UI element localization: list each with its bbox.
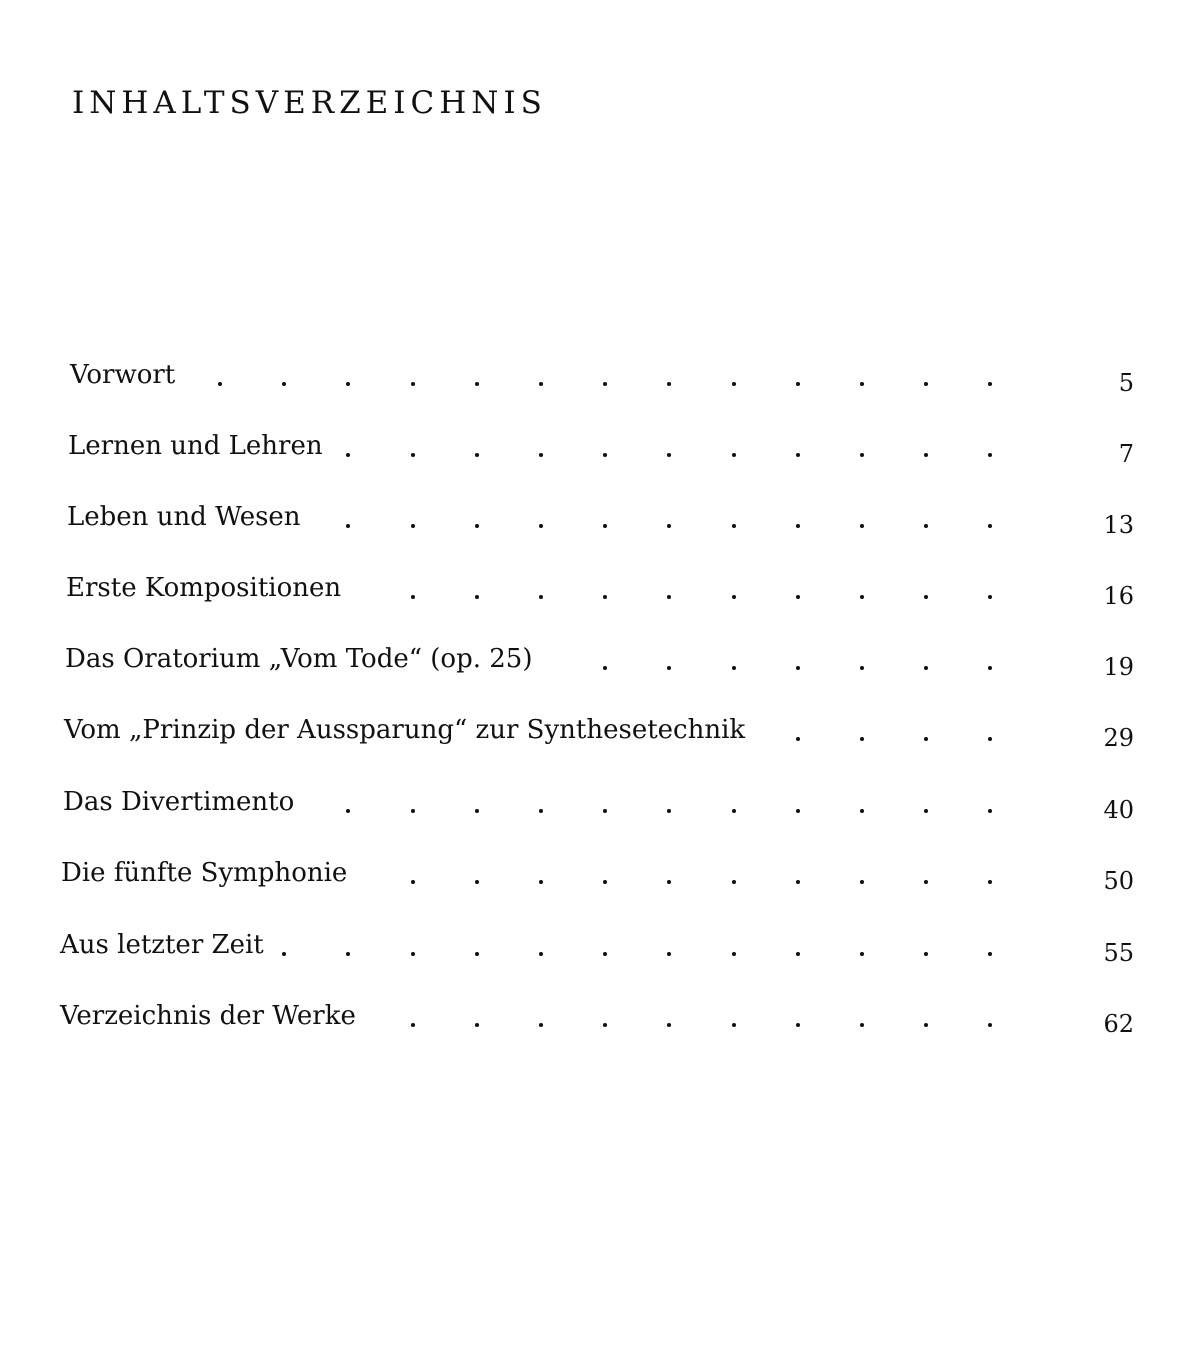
leader-dot [732, 524, 736, 528]
leader-dot [860, 737, 864, 741]
leader-dot [924, 382, 928, 386]
leader-dot [411, 524, 415, 528]
leader-dot [603, 666, 607, 670]
toc-entry-label: Die fünfte Symphonie [61, 856, 353, 890]
leader-dot [346, 809, 350, 813]
leader-dot [860, 595, 864, 599]
leader-dot [988, 524, 992, 528]
leader-dot [796, 453, 800, 457]
toc-page-number: 7 [1118, 440, 1134, 468]
toc-entry-label: Vorwort [70, 358, 181, 392]
leader-dot [860, 1023, 864, 1027]
leader-dot [411, 1023, 415, 1027]
leader-dot [988, 382, 992, 386]
toc-entry-label: Erste Kompositionen [66, 571, 347, 605]
toc-page-number: 55 [1103, 939, 1134, 967]
leader-dot [732, 595, 736, 599]
leader-dot [796, 524, 800, 528]
leader-dot [860, 524, 864, 528]
toc-entry-label: Aus letzter Zeit [60, 928, 270, 962]
leader-dot [603, 382, 607, 386]
leader-dot [475, 453, 479, 457]
leader-dot [539, 382, 543, 386]
leader-dot [667, 382, 671, 386]
dot-leader [63, 785, 1134, 819]
leader-dot [539, 453, 543, 457]
leader-dot [732, 453, 736, 457]
leader-dot [667, 666, 671, 670]
toc-entry-label: Lernen und Lehren [68, 429, 329, 463]
leader-dot [282, 952, 286, 956]
leader-dot [667, 1023, 671, 1027]
leader-dot [475, 382, 479, 386]
dot-leader [70, 358, 1134, 392]
leader-dot [411, 809, 415, 813]
leader-dot [860, 666, 864, 670]
toc-entry-label: Das Oratorium „Vom Tode“ (op. 25) [65, 642, 538, 676]
toc-entry-vorwort [70, 358, 1134, 397]
leader-dot [860, 880, 864, 884]
toc-entry-erste-kompositionen [66, 571, 1134, 610]
leader-dot [732, 382, 736, 386]
leader-dot [475, 524, 479, 528]
leader-dot [732, 666, 736, 670]
toc-page-number: 50 [1103, 867, 1134, 895]
leader-dot [796, 737, 800, 741]
leader-dot [539, 952, 543, 956]
leader-dot [346, 453, 350, 457]
leader-dot [860, 952, 864, 956]
leader-dot [667, 952, 671, 956]
leader-dot [860, 453, 864, 457]
leader-dot [539, 524, 543, 528]
dot-leader [60, 999, 1134, 1033]
leader-dot [924, 809, 928, 813]
toc-entry-lernen-und-lehren [68, 429, 1134, 468]
toc-page-number: 40 [1103, 796, 1134, 824]
leader-dot [603, 1023, 607, 1027]
leader-dot [667, 809, 671, 813]
leader-dot [475, 1023, 479, 1027]
leader-dot [411, 595, 415, 599]
leader-dot [924, 666, 928, 670]
leader-dot [411, 880, 415, 884]
dot-leader [66, 571, 1134, 605]
leader-dot [475, 952, 479, 956]
toc-page-number: 5 [1118, 369, 1134, 397]
leader-dot [924, 453, 928, 457]
leader-dot [988, 809, 992, 813]
leader-dot [603, 880, 607, 884]
leader-dot [796, 952, 800, 956]
toc-entry-leben-und-wesen [67, 500, 1134, 539]
leader-dot [924, 880, 928, 884]
toc-page-number: 13 [1103, 511, 1134, 539]
toc-entry-divertimento [63, 785, 1134, 824]
leader-dot [988, 666, 992, 670]
dot-leader [65, 642, 1134, 676]
leader-dot [475, 880, 479, 884]
leader-dot [860, 809, 864, 813]
leader-dot [860, 382, 864, 386]
leader-dot [411, 453, 415, 457]
toc-entry-aus-letzter-zeit [60, 928, 1134, 967]
leader-dot [603, 453, 607, 457]
toc-page-number: 29 [1103, 724, 1134, 752]
leader-dot [475, 595, 479, 599]
leader-dot [667, 453, 671, 457]
toc-entry-label: Leben und Wesen [67, 500, 307, 534]
leader-dot [988, 737, 992, 741]
leader-dot [988, 952, 992, 956]
toc-entry-verzeichnis-der-werke [60, 999, 1134, 1038]
page-title: INHALTSVERZEICHNIS [72, 85, 547, 121]
leader-dot [282, 382, 286, 386]
leader-dot [346, 524, 350, 528]
leader-dot [667, 595, 671, 599]
leader-dot [603, 595, 607, 599]
leader-dot [732, 880, 736, 884]
dot-leader [68, 429, 1134, 463]
leader-dot [411, 952, 415, 956]
dot-leader [60, 928, 1134, 962]
leader-dot [539, 880, 543, 884]
toc-entry-label: Verzeichnis der Werke [60, 999, 362, 1033]
toc-page-number: 62 [1103, 1010, 1134, 1038]
dot-leader [64, 713, 1134, 747]
leader-dot [603, 524, 607, 528]
leader-dot [924, 1023, 928, 1027]
leader-dot [603, 952, 607, 956]
leader-dot [796, 809, 800, 813]
leader-dot [988, 453, 992, 457]
leader-dot [924, 952, 928, 956]
leader-dot [346, 382, 350, 386]
leader-dot [796, 666, 800, 670]
toc-entry-prinzip-der-aussparung [64, 713, 1134, 752]
toc-entry-label: Das Divertimento [63, 785, 300, 819]
toc-entry-fuenfte-symphonie [61, 856, 1134, 895]
leader-dot [796, 1023, 800, 1027]
dot-leader [67, 500, 1134, 534]
leader-dot [796, 595, 800, 599]
leader-dot [218, 382, 222, 386]
leader-dot [411, 382, 415, 386]
leader-dot [988, 595, 992, 599]
dot-leader [61, 856, 1134, 890]
leader-dot [924, 737, 928, 741]
toc-page-number: 16 [1103, 582, 1134, 610]
leader-dot [796, 382, 800, 386]
leader-dot [732, 952, 736, 956]
leader-dot [732, 1023, 736, 1027]
leader-dot [924, 524, 928, 528]
leader-dot [988, 1023, 992, 1027]
toc-entry-oratorium-vom-tode [65, 642, 1134, 681]
toc-entry-label: Vom „Prinzip der Aussparung“ zur Synthesetechnik [64, 713, 751, 747]
leader-dot [346, 952, 350, 956]
leader-dot [988, 880, 992, 884]
leader-dot [603, 809, 607, 813]
leader-dot [732, 809, 736, 813]
leader-dot [667, 880, 671, 884]
leader-dot [924, 595, 928, 599]
leader-dot [539, 595, 543, 599]
leader-dot [667, 524, 671, 528]
leader-dot [475, 809, 479, 813]
toc-page-number: 19 [1103, 653, 1134, 681]
leader-dot [796, 880, 800, 884]
leader-dot [539, 1023, 543, 1027]
leader-dot [539, 809, 543, 813]
